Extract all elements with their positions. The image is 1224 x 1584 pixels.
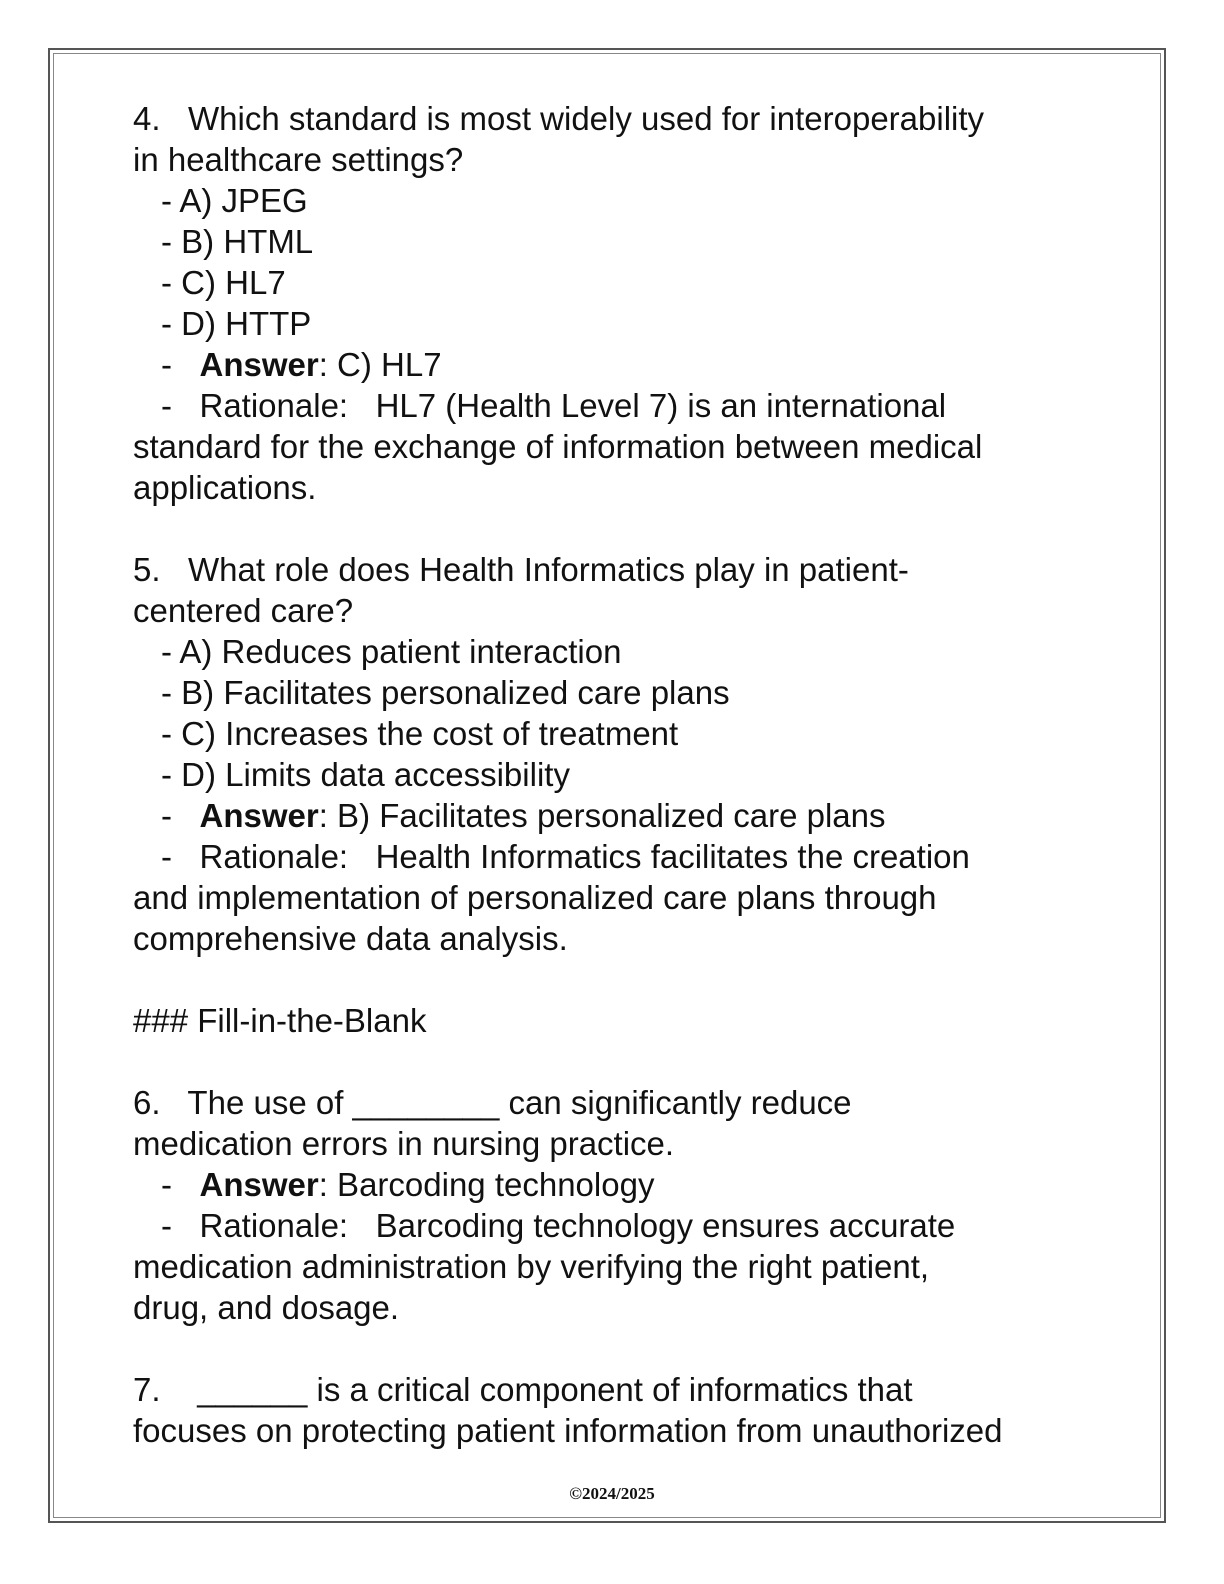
spacer	[133, 1041, 1093, 1082]
answer-label: Answer	[199, 797, 319, 834]
copyright-footer: ©2024/2025	[569, 1484, 655, 1503]
rationale-line: applications.	[133, 469, 317, 506]
option-a: - A) JPEG	[161, 182, 308, 219]
question-text: centered care?	[133, 592, 354, 629]
rationale-line: comprehensive data analysis.	[133, 920, 568, 957]
option-d: - D) HTTP	[161, 305, 312, 342]
option-a: - A) Reduces patient interaction	[161, 633, 622, 670]
question-text: 6. The use of ________ can significantly reduce	[133, 1084, 852, 1121]
option-b: - B) HTML	[161, 223, 314, 260]
answer-text: : Barcoding technology	[318, 1166, 655, 1203]
rationale-line: standard for the exchange of information between medical	[133, 428, 983, 465]
answer-text: : C) HL7	[318, 346, 442, 383]
option-c: - C) Increases the cost of treatment	[161, 715, 679, 752]
answer-prefix: -	[161, 346, 200, 383]
spacer	[133, 959, 1093, 1000]
option-b: - B) Facilitates personalized care plans	[161, 674, 730, 711]
option-d: - D) Limits data accessibility	[161, 756, 570, 793]
question-text: 4. Which standard is most widely used for interoperability	[133, 100, 985, 137]
rationale-line: - Rationale: Barcoding technology ensures accurate	[161, 1207, 956, 1244]
rationale-line: drug, and dosage.	[133, 1289, 400, 1326]
question-4	[133, 98, 1093, 508]
answer-prefix: -	[161, 1166, 200, 1203]
section-heading: ### Fill-in-the-Blank	[133, 1002, 427, 1039]
answer-line	[133, 344, 1093, 385]
rationale-line: medication administration by verifying the right patient,	[133, 1248, 930, 1285]
question-text: 7. ______ is a critical component of informatics that	[133, 1371, 913, 1408]
option-c: - C) HL7	[161, 264, 286, 301]
question-text: 5. What role does Health Informatics play in patient-	[133, 551, 909, 588]
rationale-line: - Rationale: Health Informatics facilitates the creation	[161, 838, 970, 875]
answer-prefix: -	[161, 797, 200, 834]
question-6	[133, 1082, 1093, 1328]
document-body	[133, 98, 1093, 1451]
question-7	[133, 1369, 1093, 1451]
question-5	[133, 549, 1093, 959]
question-text: focuses on protecting patient information from unauthorized	[133, 1412, 1003, 1449]
answer-text: : B) Facilitates personalized care plans	[318, 797, 886, 834]
rationale-line: - Rationale: HL7 (Health Level 7) is an international	[161, 387, 947, 424]
answer-line	[133, 1164, 1093, 1205]
question-text: medication errors in nursing practice.	[133, 1125, 675, 1162]
spacer	[133, 1328, 1093, 1369]
answer-line	[133, 795, 1093, 836]
answer-label: Answer	[199, 346, 319, 383]
answer-label: Answer	[199, 1166, 319, 1203]
question-text: in healthcare settings?	[133, 141, 464, 178]
rationale-line: and implementation of personalized care plans through	[133, 879, 937, 916]
spacer	[133, 508, 1093, 549]
